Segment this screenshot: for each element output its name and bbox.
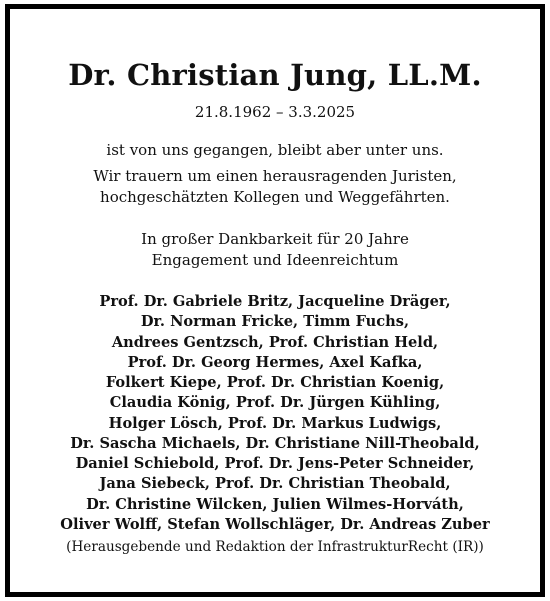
- obituary-notice: [5, 4, 545, 597]
- mourning-paragraph: [10, 166, 540, 208]
- mourning-line: Wir trauern um einen herausragenden Juristen,: [93, 167, 457, 185]
- signer-line: Dr. Norman Fricke, Timm Fuchs,: [140, 313, 410, 331]
- deceased-name: Dr. Christian Jung, LL.M.: [68, 58, 482, 92]
- signer-line: Claudia König, Prof. Dr. Jürgen Kühling,: [109, 394, 441, 412]
- signer-line: Holger Lösch, Prof. Dr. Markus Ludwigs,: [108, 414, 442, 432]
- life-dates: 21.8.1962 – 3.3.2025: [194, 103, 356, 121]
- passing-statement: ist von uns gegangen, bleibt aber unter uns.: [106, 141, 444, 159]
- signer-line: Jana Siebeck, Prof. Dr. Christian Theobald,: [99, 475, 451, 493]
- gratitude-paragraph: [10, 229, 540, 271]
- signer-line: Daniel Schiebold, Prof. Dr. Jens-Peter Schneider,: [75, 455, 475, 472]
- signer-line: Dr. Sascha Michaels, Dr. Christiane Nill-Theobald,: [70, 434, 480, 452]
- mourning-line: hochgeschätzten Kollegen und Weggefährten.: [100, 188, 450, 206]
- gratitude-line: In großer Dankbarkeit für 20 Jahre: [141, 230, 409, 248]
- signer-line: Prof. Dr. Gabriele Britz, Jacqueline Dräger,: [99, 293, 451, 310]
- signer-line: Prof. Dr. Georg Hermes, Axel Kafka,: [127, 353, 423, 371]
- publisher-footer: (Herausgebende und Redaktion der InfrastrukturRecht (IR)): [66, 539, 484, 555]
- signer-line: Folkert Kiepe, Prof. Dr. Christian Koenig,: [105, 374, 445, 391]
- signer-line: Dr. Christine Wilcken, Julien Wilmes-Horváth,: [86, 495, 464, 513]
- signers-list: [10, 292, 540, 535]
- signer-line: Andrees Gentzsch, Prof. Christian Held,: [111, 333, 439, 351]
- signer-line: Oliver Wolff, Stefan Wollschläger, Dr. Andreas Zuber: [60, 515, 490, 533]
- gratitude-line: Engagement und Ideenreichtum: [151, 251, 399, 269]
